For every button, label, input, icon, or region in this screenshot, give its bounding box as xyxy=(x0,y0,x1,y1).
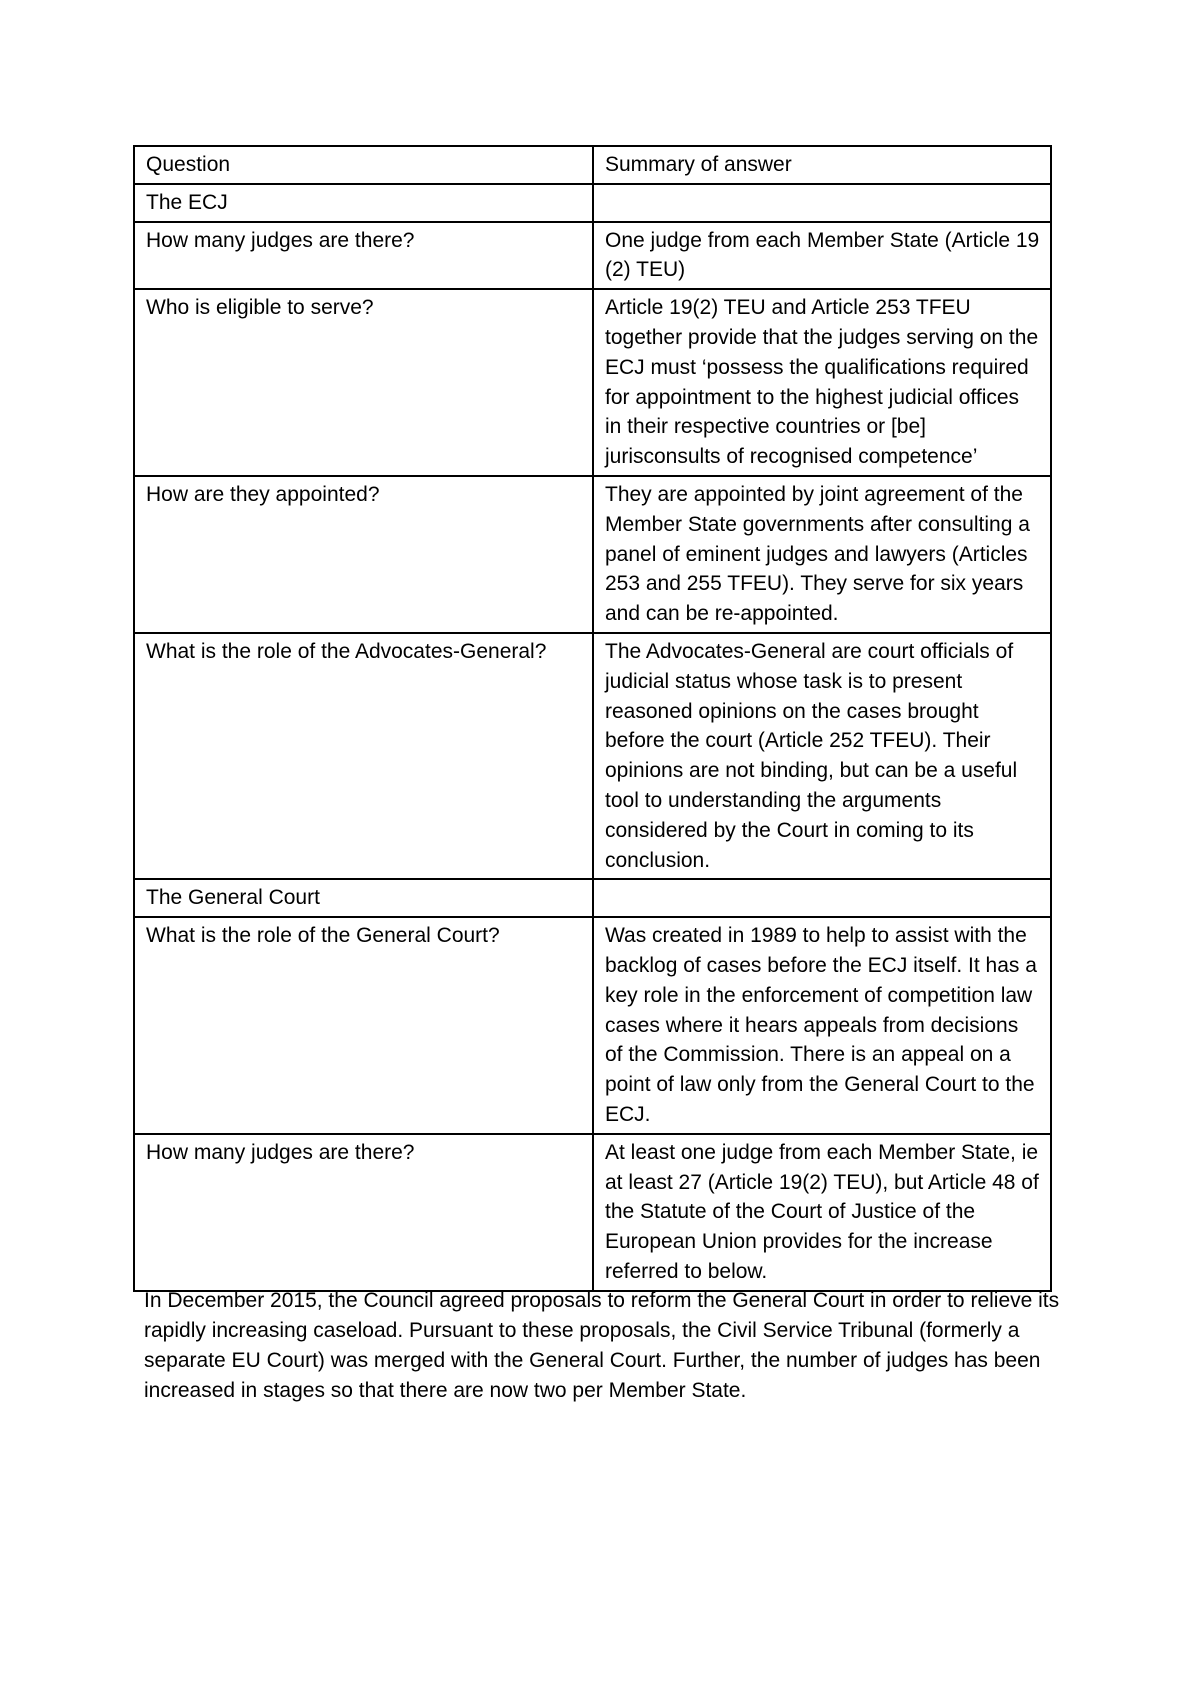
header-answer: Summary of answer xyxy=(593,146,1051,184)
question-cell: How are they appointed? xyxy=(134,476,593,633)
section-row-general-court xyxy=(134,879,1051,917)
answer-cell: Was created in 1989 to help to assist with the backlog of cases before the ECJ itself. It has a key role in the enforcement of competition law cases where it hears appeals from decisions of the Commission. There is an appeal on a point of law only from the General Court to the ECJ. xyxy=(593,917,1051,1134)
question-cell: What is the role of the General Court? xyxy=(134,917,593,1134)
table-row xyxy=(134,1134,1051,1291)
question-cell: How many judges are there? xyxy=(134,222,593,290)
question-cell: What is the role of the Advocates-General? xyxy=(134,633,593,879)
closing-paragraph: In December 2015, the Council agreed proposals to reform the General Court in order to relieve its rapidly increasing caseload. Pursuant to these proposals, the Civil Service Tribunal (formerly a separate EU Court) was merged with the General Court. Further, the number of judges has been increased in stages so that there are now two per Member State. xyxy=(144,1289,1060,1402)
question-cell: Who is eligible to serve? xyxy=(134,289,593,476)
table-row xyxy=(134,476,1051,633)
answer-cell: At least one judge from each Member State, ie at least 27 (Article 19(2) TEU), but Article 48 of the Statute of the Court of Justice of the European Union provides for the increase referred to below. xyxy=(593,1134,1051,1291)
table-row xyxy=(134,917,1051,1134)
question-cell: How many judges are there? xyxy=(134,1134,593,1291)
table-row xyxy=(134,289,1051,476)
table-header-row xyxy=(134,146,1051,184)
answer-cell: Article 19(2) TEU and Article 253 TFEU together provide that the judges serving on the ECJ must ‘possess the qualifications required for appointment to the highest judicial offices in their respective countries or [be] jurisconsults of recognised competence’ xyxy=(593,289,1051,476)
answer-cell: One judge from each Member State (Article 19 (2) TEU) xyxy=(593,222,1051,290)
section-answer-empty xyxy=(593,879,1051,917)
section-title: The ECJ xyxy=(134,184,593,222)
qa-table xyxy=(133,145,1052,1292)
section-answer-empty xyxy=(593,184,1051,222)
header-question: Question xyxy=(134,146,593,184)
answer-cell: The Advocates-General are court officials of judicial status whose task is to present reasoned opinions on the cases brought before the court (Article 252 TFEU). Their opinions are not binding, but can be a useful tool to understanding the arguments considered by the Court in coming to its conclusion. xyxy=(593,633,1051,879)
answer-cell: They are appointed by joint agreement of the Member State governments after consulting a panel of eminent judges and lawyers (Articles 253 and 255 TFEU). They serve for six years and can be re-appointed. xyxy=(593,476,1051,633)
table-row xyxy=(134,222,1051,290)
table-row xyxy=(134,633,1051,879)
section-row-ecj xyxy=(134,184,1051,222)
section-title: The General Court xyxy=(134,879,593,917)
